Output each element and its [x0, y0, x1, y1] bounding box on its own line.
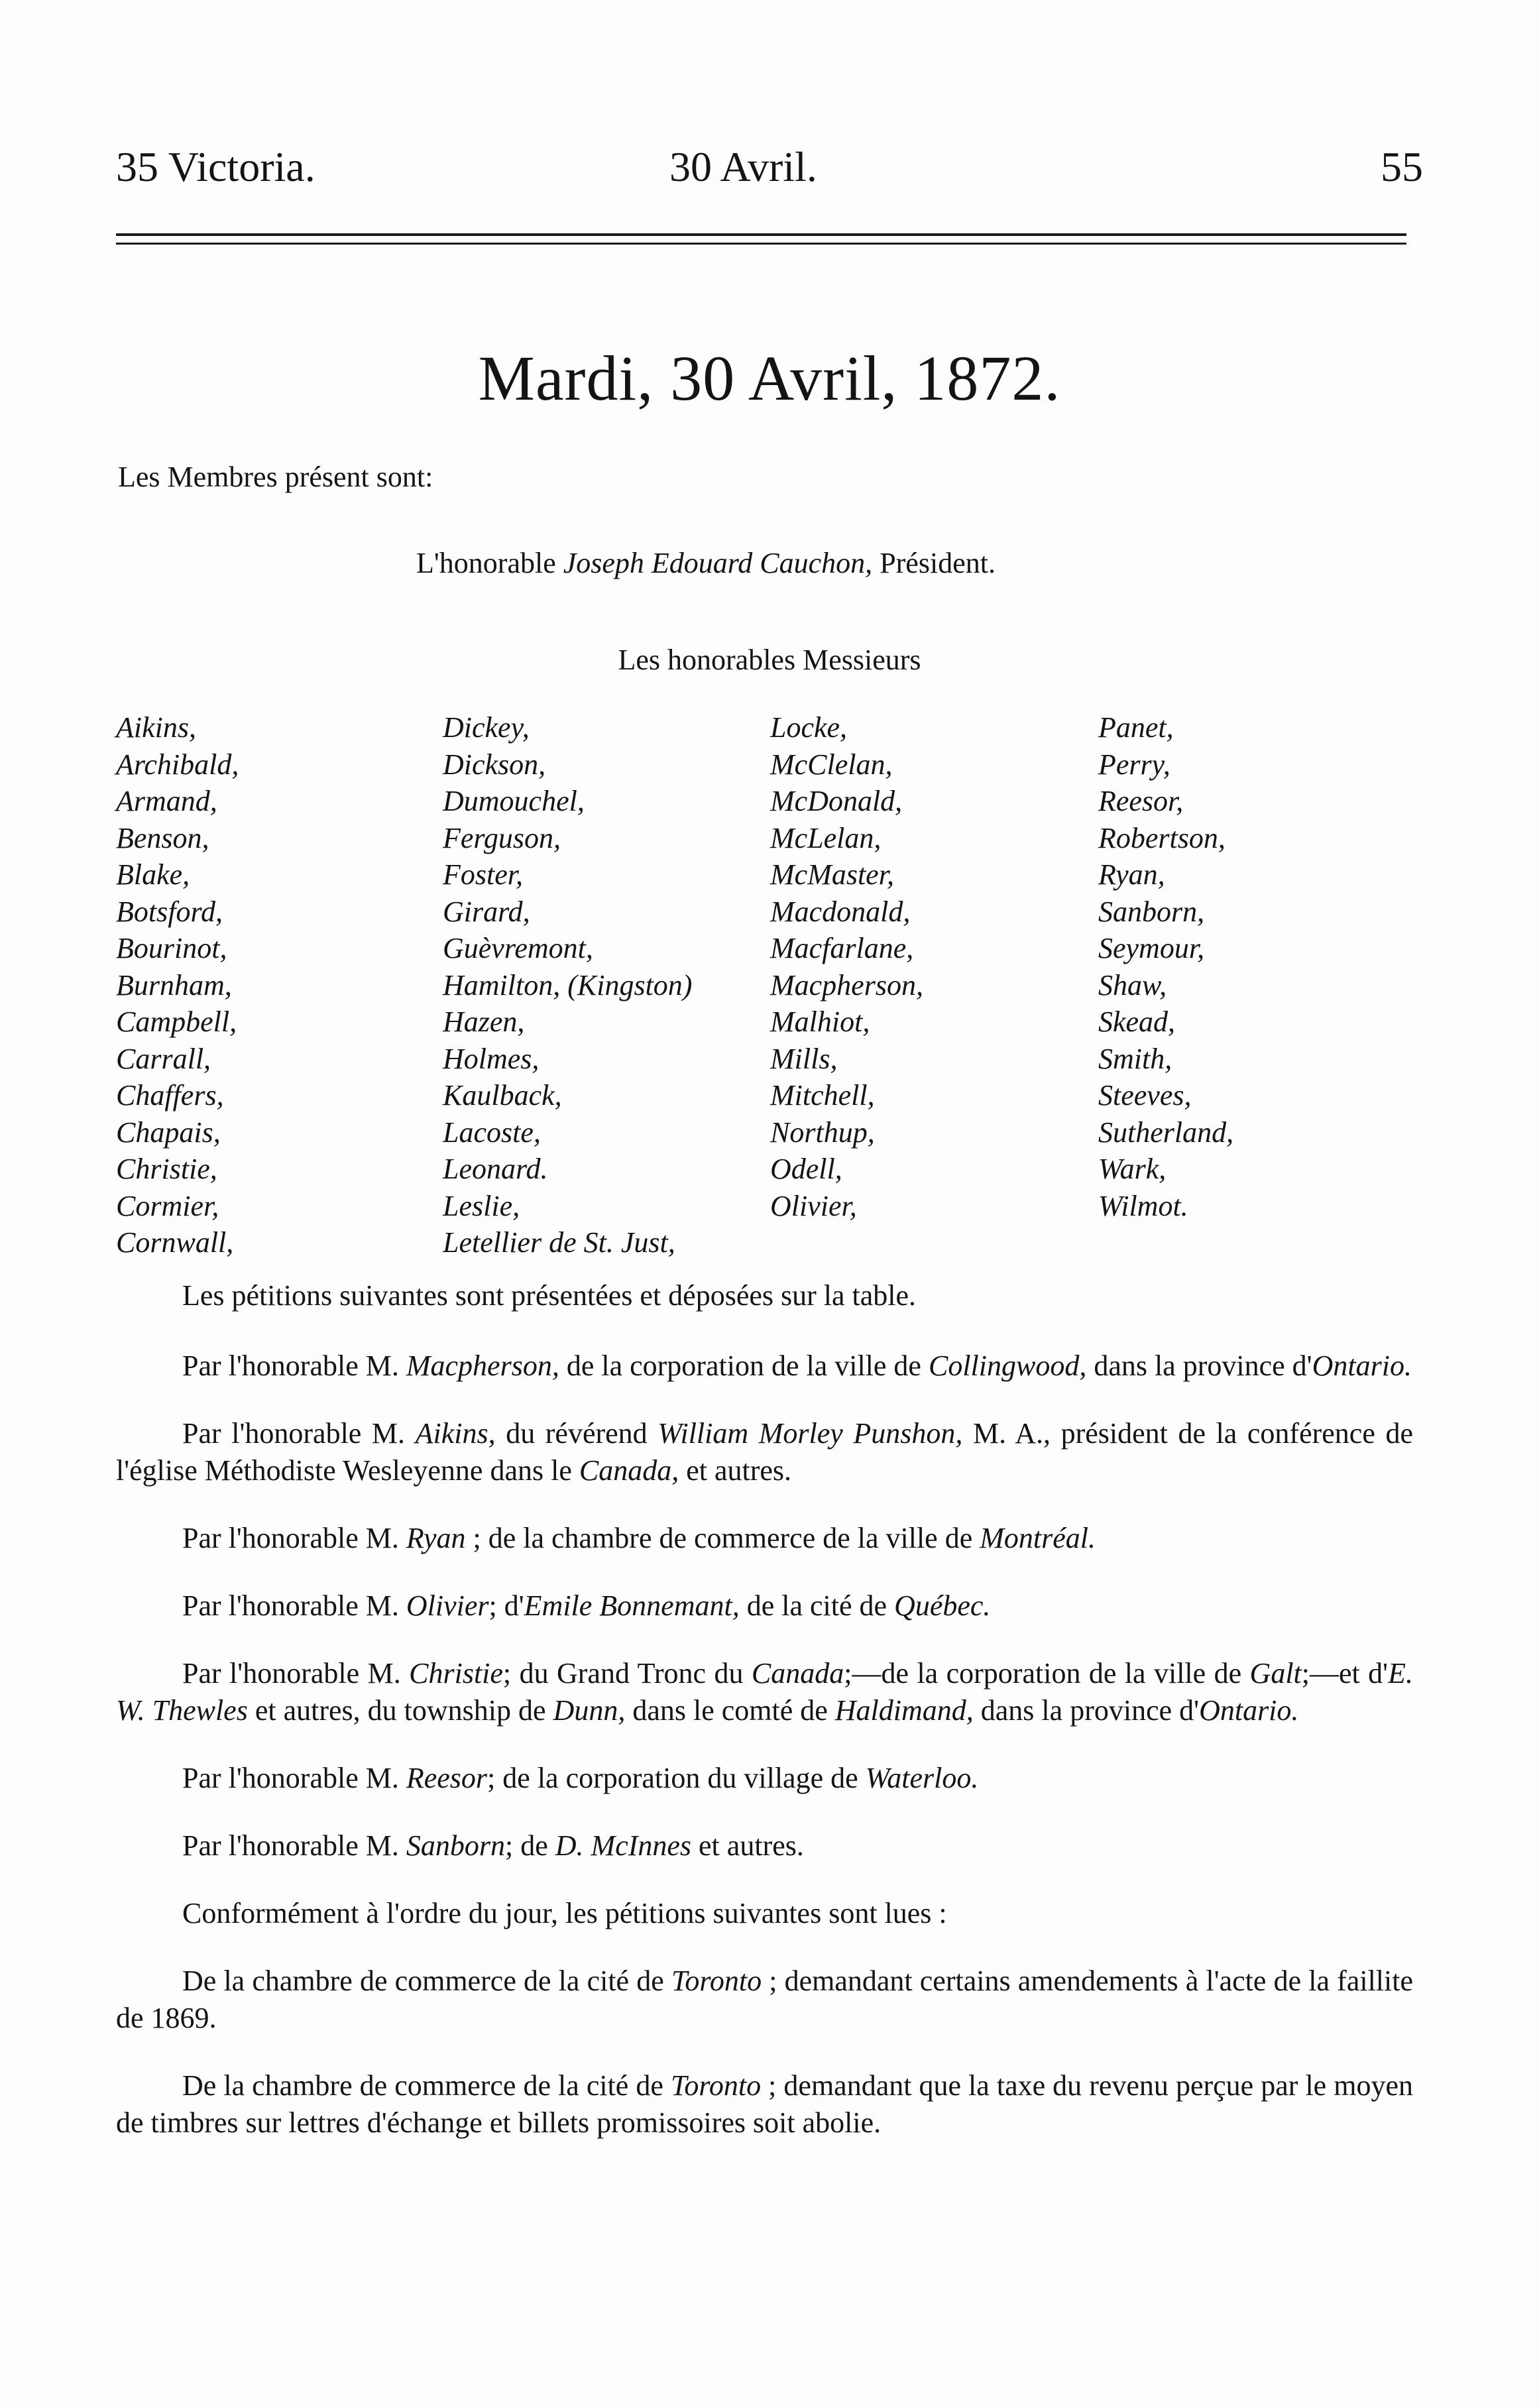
- senator-name: Northup,: [770, 1116, 875, 1149]
- senator-name: Ferguson,: [443, 821, 561, 854]
- senator-name: Guèvremont,: [443, 932, 593, 964]
- senator-name: Leslie,: [443, 1189, 520, 1222]
- senator-name: Macfarlane,: [770, 932, 914, 964]
- senator-name: Holmes,: [443, 1042, 540, 1075]
- senator-name: Burnham,: [116, 968, 232, 1002]
- president-prefix: L'honorable: [416, 547, 556, 579]
- messieurs-heading: Les honorables Messieurs: [618, 644, 921, 676]
- header-rule-top: [116, 233, 1406, 236]
- senator-name: Skead,: [1098, 1005, 1176, 1038]
- president-line: [416, 545, 996, 582]
- senator-name: Cornwall,: [116, 1226, 234, 1259]
- senator-name: Chapais,: [116, 1116, 221, 1149]
- senator-name: Dickey,: [443, 711, 530, 744]
- petition-reesor: Par l'honorable M. Reesor; de la corporation du village de Waterloo.: [182, 1762, 979, 1794]
- senator-name: Lacoste,: [443, 1116, 541, 1149]
- senator-name: Leonard.: [443, 1153, 548, 1185]
- petition-macpherson: Par l'honorable M. Macpherson, de la corporation de la ville de Collingwood, dans la province d'Ontario.: [182, 1349, 1412, 1382]
- senator-name: Cormier,: [116, 1189, 219, 1222]
- senator-name: Kaulback,: [443, 1079, 562, 1112]
- petition-christie: Par l'honorable M. Christie; du Grand Tronc du Canada;—de la corporation de la ville de Galt;—et d'E. W. Thewles et autres, du township de Dunn, dans le comté de Haldimand, dans la province d'Ontario.: [116, 1657, 1413, 1727]
- sitting-date-title: Mardi, 30 Avril, 1872.: [478, 343, 1061, 414]
- senator-name: Botsford,: [116, 895, 223, 928]
- senator-name: Reesor,: [1098, 785, 1184, 817]
- petitions-intro: Les pétitions suivantes sont présentées et déposées sur la table.: [182, 1279, 917, 1312]
- senator-name: Olivier,: [770, 1189, 857, 1222]
- president-title: Président.: [880, 547, 996, 579]
- petitions-section: [116, 1277, 1413, 2142]
- petition-ryan: Par l'honorable M. Ryan ; de la chambre de commerce de la ville de Montréal.: [182, 1522, 1096, 1554]
- senators-column-4: [1098, 709, 1415, 1261]
- senator-name: Hazen,: [443, 1005, 525, 1038]
- senators-list: [116, 709, 1415, 1261]
- senator-name: Macpherson,: [770, 968, 923, 1002]
- senator-name: Bourinot,: [116, 932, 227, 964]
- senators-column-1: [116, 709, 443, 1261]
- senator-name: Steeves,: [1098, 1079, 1192, 1112]
- senator-name: Foster,: [443, 858, 523, 891]
- senator-name: McClelan,: [770, 748, 893, 781]
- senators-column-2: [443, 709, 770, 1261]
- senator-name: Mills,: [770, 1042, 838, 1075]
- page-number: 55: [1381, 143, 1423, 190]
- senator-name: Campbell,: [116, 1005, 237, 1038]
- senator-name: Dickson,: [443, 748, 546, 781]
- senator-name: Armand,: [116, 785, 217, 817]
- senator-name: Blake,: [116, 858, 190, 891]
- senator-name: Carrall,: [116, 1042, 211, 1075]
- senator-name: Smith,: [1098, 1042, 1172, 1075]
- senator-name: Aikins,: [116, 711, 196, 744]
- president-name: Joseph Edouard Cauchon,: [563, 547, 873, 579]
- senator-name: Mitchell,: [770, 1079, 875, 1112]
- session-label: 35 Victoria.: [116, 143, 315, 190]
- senator-name: Wilmot.: [1098, 1189, 1188, 1222]
- senator-name: Dumouchel,: [443, 785, 585, 817]
- petition-read-toronto-timbres: De la chambre de commerce de la cité de Toronto ; demandant que la taxe du revenu perçue par le moyen de timbres sur lettres d'échange et billets promissoires soit abolie.: [116, 2069, 1414, 2139]
- senator-name: Hamilton, (Kingston): [443, 968, 693, 1002]
- senator-name: Sutherland,: [1098, 1116, 1234, 1149]
- senator-name: McDonald,: [770, 785, 903, 817]
- senator-name: Panet,: [1098, 711, 1174, 744]
- members-present-label: Les Membres présent sont:: [118, 461, 433, 493]
- petition-aikins: Par l'honorable M. Aikins, du révérend William Morley Punshon, M. A., président de la conférence de l'église Méthodiste Wesleyenne dans le Canada, et autres.: [116, 1417, 1413, 1487]
- senator-name: Sanborn,: [1098, 895, 1205, 928]
- senator-name: Robertson,: [1098, 821, 1226, 854]
- senator-name: Chaffers,: [116, 1079, 224, 1112]
- header-date: 30 Avril.: [669, 143, 817, 190]
- petitions-read-intro: Conformément à l'ordre du jour, les pétitions suivantes sont lues :: [182, 1897, 947, 1929]
- senator-name: Girard,: [443, 895, 530, 928]
- senators-column-3: [770, 709, 1098, 1261]
- senator-name: Wark,: [1098, 1153, 1167, 1185]
- senator-name: Locke,: [770, 711, 848, 744]
- senator-name: Seymour,: [1098, 932, 1205, 964]
- senator-name: Benson,: [116, 821, 209, 854]
- header-rule-bottom: [116, 243, 1406, 245]
- senator-name: Malhiot,: [770, 1005, 870, 1038]
- running-header: [116, 143, 1423, 196]
- senator-name: Odell,: [770, 1153, 842, 1185]
- petition-sanborn: Par l'honorable M. Sanborn; de D. McInnes et autres.: [182, 1829, 804, 1862]
- petition-read-toronto-faillite: De la chambre de commerce de la cité de Toronto ; demandant certains amendements à l'acte de la faillite de 1869.: [116, 1965, 1413, 2034]
- senator-name: Christie,: [116, 1153, 217, 1185]
- senator-name: Archibald,: [116, 748, 239, 781]
- senator-name: Letellier de St. Just,: [443, 1226, 675, 1259]
- senator-name: Ryan,: [1098, 858, 1165, 891]
- senator-name: McMaster,: [770, 858, 894, 891]
- senator-name: Perry,: [1098, 748, 1170, 781]
- senator-name: Macdonald,: [770, 895, 911, 928]
- petition-olivier: Par l'honorable M. Olivier; d'Emile Bonnemant, de la cité de Québec.: [182, 1589, 991, 1622]
- senator-name: McLelan,: [770, 821, 882, 854]
- senator-name: Shaw,: [1098, 968, 1167, 1002]
